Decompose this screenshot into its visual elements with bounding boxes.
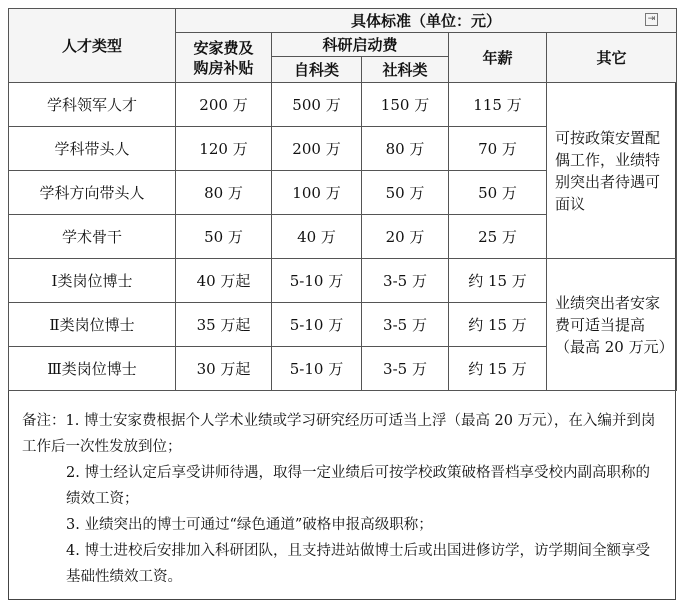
talent-table [8, 8, 677, 391]
note-1: 备注：1. 博士安家费根据个人学术业绩或学习研究经历可适当上浮（最高 20 万元），在入编并到岗工作后一次性发放到位； [22, 413, 656, 455]
table-row: Ⅰ类岗位博士 40 万起 5-10 万 3-5 万 约 15 万 业绩突出者安家费可适当提高（最高 20 万元） [9, 259, 677, 303]
table-row: Ⅲ类岗位博士 30 万起 5-10 万 3-5 万 约 15 万 [9, 347, 677, 391]
header-housing: 安家费及 购房补贴 [176, 33, 272, 83]
header-salary: 年薪 [449, 33, 547, 83]
notes-section [8, 400, 676, 600]
note-4: 4. 博士进校后安排加入科研团队，且支持进站做博士后或出国进修访学，访学期间全额享受基础性绩效工资。 [66, 543, 650, 585]
header-category: 人才类型 [9, 9, 176, 83]
header-social: 社科类 [362, 57, 449, 83]
header-other: 其它 [547, 33, 677, 83]
other-bottom: 业绩突出者安家费可适当提高（最高 20 万元） [547, 259, 677, 391]
header-science: 自科类 [272, 57, 362, 83]
note-3: 3. 业绩突出的博士可通过“绿色通道”破格申报高级职称； [66, 517, 433, 533]
note-2: 2. 博士经认定后享受讲师待遇，取得一定业绩后可按学校政策破格晋档享受校内副高职称的绩效工资； [66, 465, 650, 507]
table-row: 学科带头人 120 万 200 万 80 万 70 万 [9, 127, 677, 171]
table-row: Ⅱ类岗位博士 35 万起 5-10 万 3-5 万 约 15 万 [9, 303, 677, 347]
table-row: 学科方向带头人 80 万 100 万 50 万 50 万 [9, 171, 677, 215]
header-research: 科研启动费 [272, 33, 449, 57]
expand-icon[interactable]: ⇥ [645, 13, 658, 26]
table-row: 学科领军人才 200 万 500 万 150 万 115 万 可按政策安置配偶工作，业绩特别突出者待遇可面议 [9, 83, 677, 127]
header-standard: 具体标准（单位：元） [176, 9, 677, 33]
other-top: 可按政策安置配偶工作，业绩特别突出者待遇可面议 [547, 83, 677, 259]
table-row: 学术骨干 50 万 40 万 20 万 25 万 [9, 215, 677, 259]
